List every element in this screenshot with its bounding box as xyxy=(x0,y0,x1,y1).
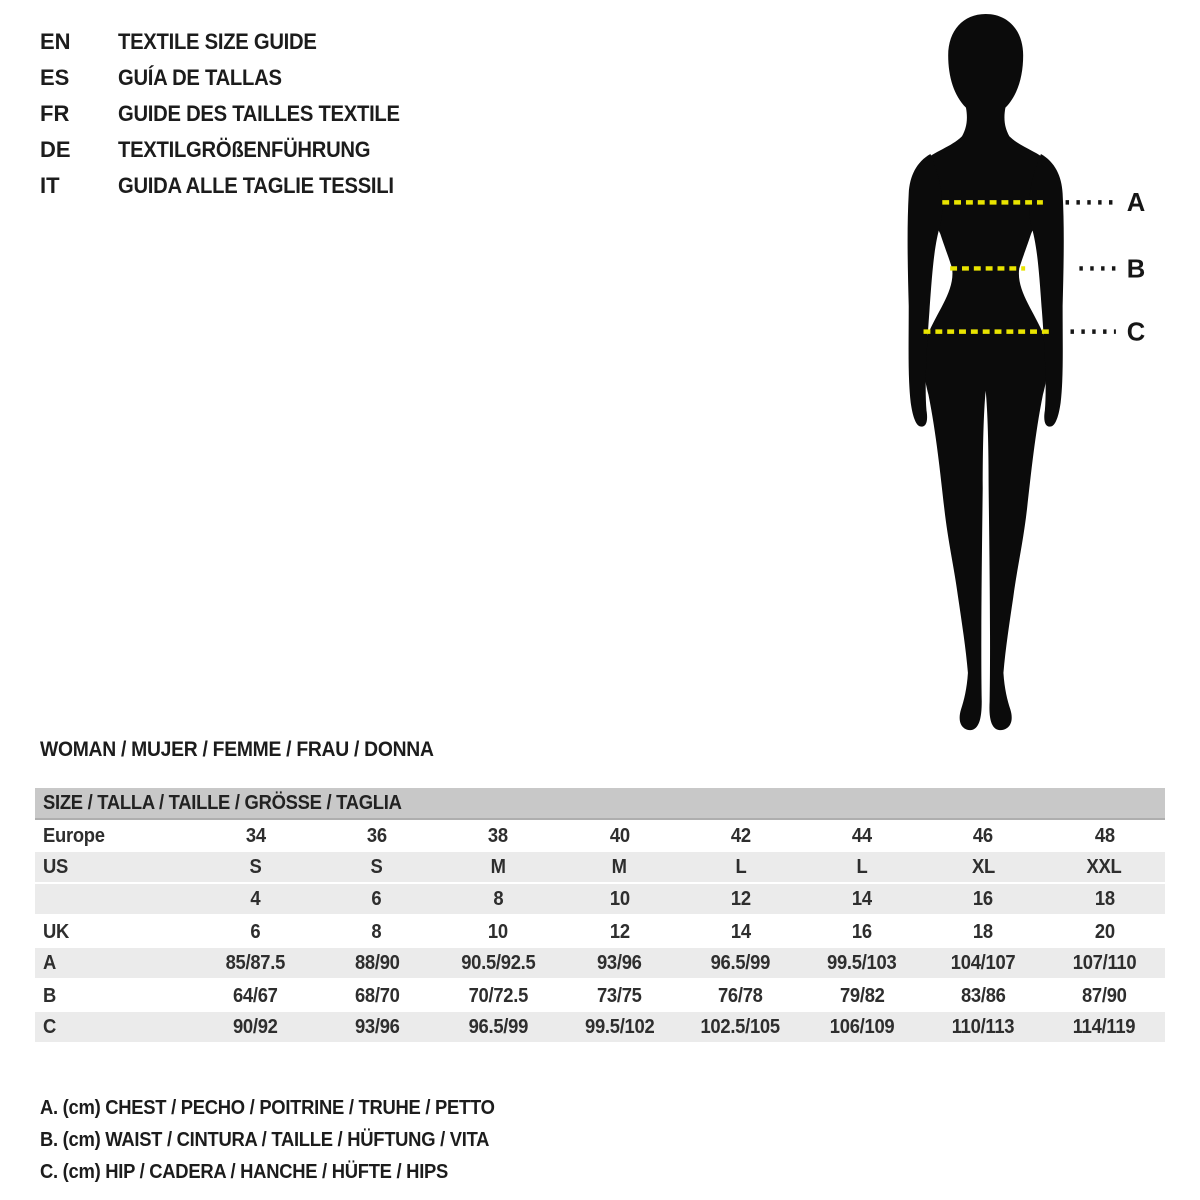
table-row-hip xyxy=(35,1012,1165,1044)
size-cell: 64/67 xyxy=(233,985,278,1007)
chest-label: A xyxy=(1126,189,1146,218)
legend-hip: C. (cm) HIP / CADERA / HANCHE / HÜFTE / HIPS xyxy=(40,1161,449,1183)
size-cell: 6 xyxy=(250,921,261,943)
size-cell: 6 xyxy=(371,888,382,910)
size-cell: 90.5/92.5 xyxy=(460,952,536,974)
size-cell: 68/70 xyxy=(354,985,400,1007)
size-cell: 99.5/103 xyxy=(827,952,897,974)
size-cell: 34 xyxy=(245,825,266,847)
size-cell: 36 xyxy=(366,825,387,847)
size-cell: 79/82 xyxy=(839,985,885,1007)
size-cell: 87/90 xyxy=(1082,985,1127,1007)
guide-title: TEXTILE SIZE GUIDE xyxy=(118,29,317,54)
size-cell: 110/113 xyxy=(951,1016,1015,1038)
legend-waist: B. (cm) WAIST / CINTURA / TAILLE / HÜFTUNG / VITA xyxy=(40,1129,490,1151)
table-row-us-numeric xyxy=(35,884,1165,916)
lang-code: ES xyxy=(40,65,70,90)
size-cell: M xyxy=(490,856,506,878)
size-cell: 18 xyxy=(1094,888,1115,910)
size-cell: 76/78 xyxy=(718,985,763,1007)
table-row-chest xyxy=(35,948,1165,980)
legend-chest: A. (cm) CHEST / PECHO / POITRINE / TRUHE / PETTO xyxy=(40,1097,495,1119)
size-cell: 88/90 xyxy=(354,952,400,974)
lang-code: EN xyxy=(40,29,71,54)
size-cell: 8 xyxy=(493,888,504,910)
size-cell: 114/119 xyxy=(1073,1016,1136,1038)
guide-title: TEXTILGRÖßENFÜHRUNG xyxy=(118,137,371,162)
guide-title: GUIDE DES TAILLES TEXTILE xyxy=(118,101,400,126)
size-cell: 14 xyxy=(851,888,872,910)
size-cell: 18 xyxy=(973,921,994,943)
size-cell: 48 xyxy=(1094,825,1115,847)
size-cell: 96.5/99 xyxy=(710,952,771,974)
size-cell: 96.5/99 xyxy=(468,1016,528,1038)
size-cell: 12 xyxy=(609,921,630,943)
size-cell: 102.5/105 xyxy=(700,1016,781,1038)
table-row-us xyxy=(35,852,1165,884)
row-label: Europe xyxy=(43,825,105,847)
section-title-text: WOMAN / MUJER / FEMME / FRAU / DONNA xyxy=(40,738,434,761)
size-cell: 38 xyxy=(488,825,509,847)
size-cell: 90/92 xyxy=(233,1016,278,1038)
size-cell: 20 xyxy=(1094,921,1115,943)
guide-title: GUIDA ALLE TAGLIE TESSILI xyxy=(118,173,394,198)
hip-label: C xyxy=(1126,318,1146,347)
lang-code: IT xyxy=(40,173,60,198)
size-cell: 12 xyxy=(730,888,751,910)
size-cell: 4 xyxy=(250,888,261,910)
row-label: US xyxy=(43,856,69,878)
language-title-list xyxy=(40,24,424,204)
size-cell: 99.5/102 xyxy=(584,1016,655,1038)
size-table xyxy=(35,788,1165,1044)
table-row-uk xyxy=(35,916,1165,948)
table-row-waist xyxy=(35,980,1165,1012)
size-cell: 83/86 xyxy=(960,985,1006,1007)
lang-code: FR xyxy=(40,101,70,126)
table-row-europe xyxy=(35,820,1165,852)
woman-silhouette xyxy=(913,14,1059,730)
row-label: B xyxy=(43,985,57,1007)
row-label: UK xyxy=(43,921,70,943)
lang-row-en xyxy=(40,24,424,60)
size-cell: 42 xyxy=(730,825,751,847)
lang-row-fr xyxy=(40,96,424,132)
lang-row-de xyxy=(40,132,424,168)
size-cell: S xyxy=(370,856,383,878)
size-cell: XL xyxy=(971,856,995,878)
size-cell: 104/107 xyxy=(950,952,1016,974)
size-cell: 8 xyxy=(371,921,382,943)
size-table-header xyxy=(35,788,1165,820)
size-cell: M xyxy=(611,856,627,878)
size-cell: L xyxy=(735,856,747,878)
lang-code: DE xyxy=(40,137,71,162)
size-cell: 85/87.5 xyxy=(225,952,286,974)
size-cell: 73/75 xyxy=(597,985,642,1007)
size-cell: S xyxy=(249,856,262,878)
size-cell: 44 xyxy=(851,825,872,847)
size-table-header-text: SIZE / TALLA / TAILLE / GRÖSSE / TAGLIA xyxy=(43,792,402,814)
size-cell: 16 xyxy=(851,921,872,943)
woman-silhouette-figure xyxy=(875,10,1195,740)
lang-row-it xyxy=(40,168,424,204)
size-cell: 14 xyxy=(730,921,751,943)
row-label: A xyxy=(43,952,57,974)
size-cell: 10 xyxy=(609,888,630,910)
section-title xyxy=(40,738,468,762)
size-cell: 46 xyxy=(973,825,994,847)
row-label: C xyxy=(43,1016,57,1038)
size-cell: 106/109 xyxy=(829,1016,895,1038)
size-cell: 40 xyxy=(609,825,630,847)
size-cell: 16 xyxy=(973,888,994,910)
size-cell: 93/96 xyxy=(354,1016,400,1038)
size-cell: L xyxy=(856,856,868,878)
measurement-legend xyxy=(40,1092,534,1188)
waist-label: B xyxy=(1126,255,1146,284)
size-cell: XXL xyxy=(1086,856,1122,878)
guide-title: GUÍA DE TALLAS xyxy=(118,65,282,90)
size-cell: 10 xyxy=(488,921,509,943)
size-cell: 107/110 xyxy=(1072,952,1137,974)
size-cell: 93/96 xyxy=(597,952,642,974)
size-cell: 70/72.5 xyxy=(468,985,528,1007)
lang-row-es xyxy=(40,60,424,96)
